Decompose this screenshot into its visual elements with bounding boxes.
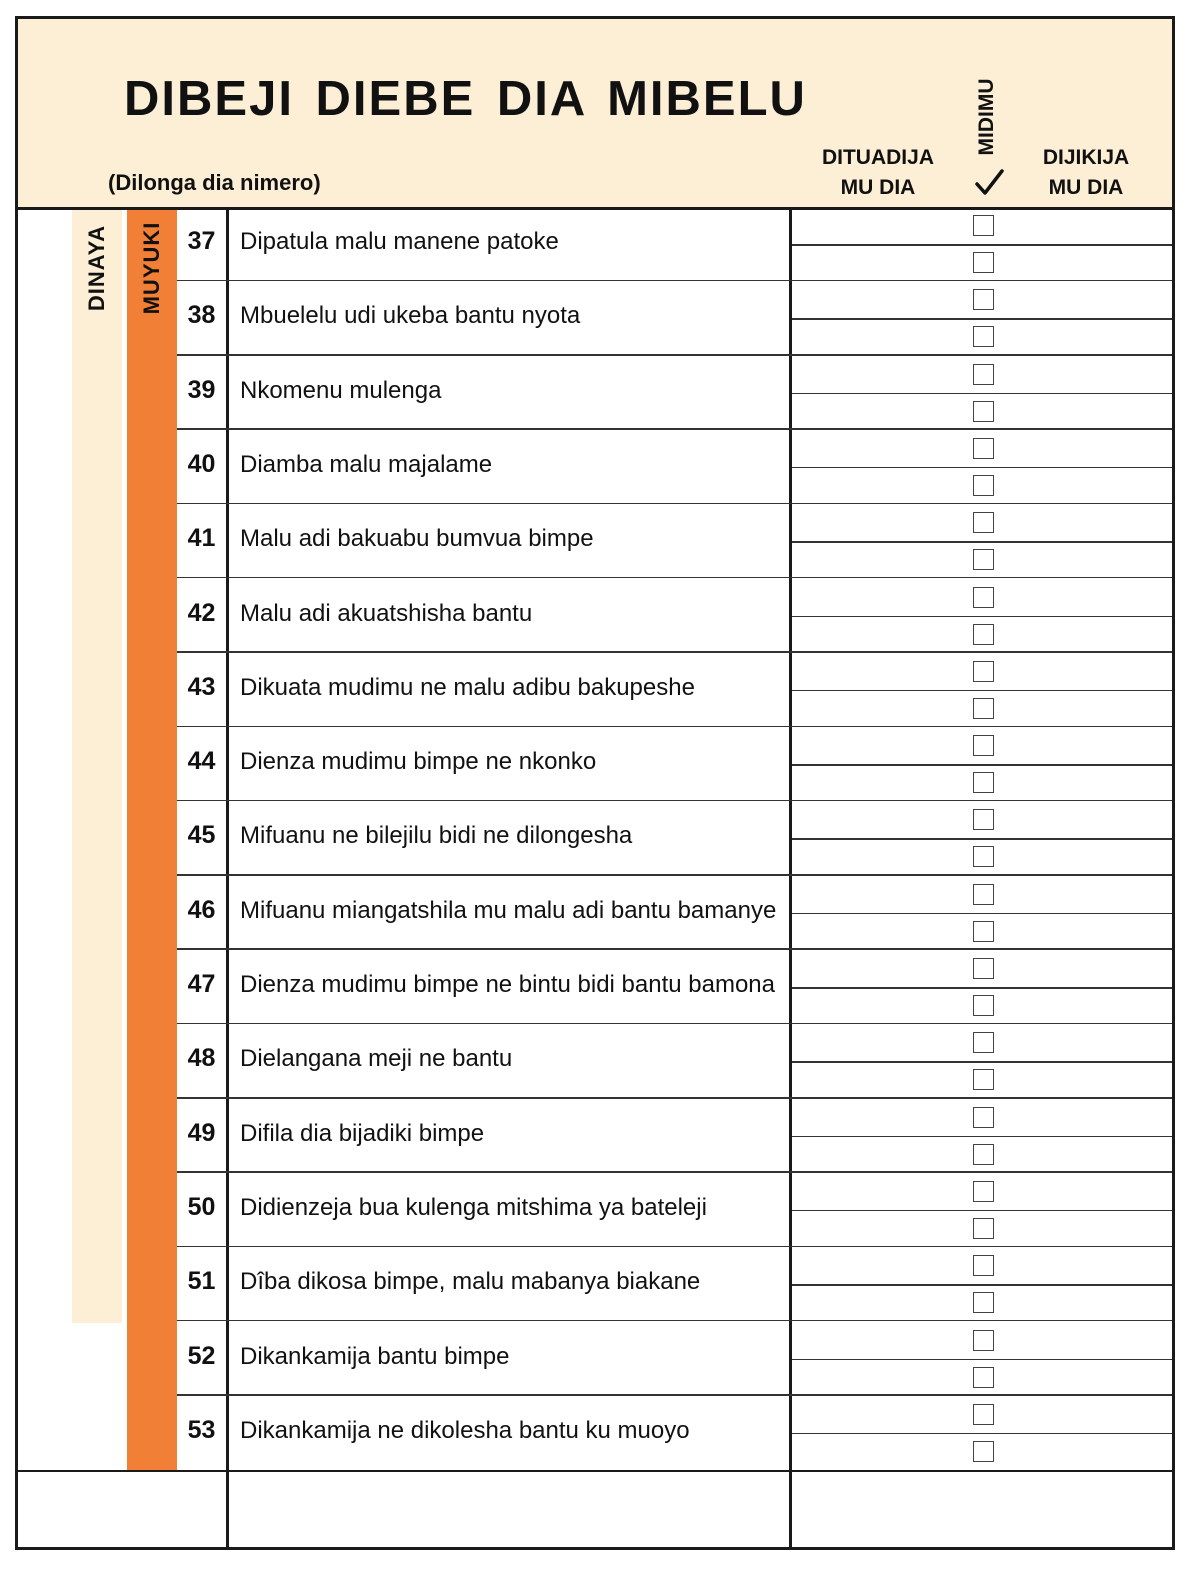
lesson-number: 44 [187,747,216,776]
checkbox-icon[interactable] [973,215,994,236]
dinaya-label: DINAYA [84,224,109,312]
lesson-title: Malu adi akuatshisha bantu [240,599,533,627]
row-half-divider [792,987,1172,989]
lesson-title: Mbuelelu udi ukeba bantu nyota [240,302,581,330]
lesson-number: 51 [187,1267,216,1296]
lesson-title: Dikankamija ne dikolesha bantu ku muoyo [240,1416,690,1444]
row-half-divider [792,690,1172,692]
lesson-number: 39 [187,375,216,404]
table-row [18,727,1172,801]
checkbox-icon[interactable] [973,549,994,570]
checkbox-icon[interactable] [973,364,994,385]
checkbox-icon[interactable] [973,995,994,1016]
lesson-title: Dîba dikosa bimpe, malu mabanya biakane [240,1268,701,1296]
table-row [18,950,1172,1024]
checkbox-icon[interactable] [973,1330,994,1351]
lesson-number: 45 [187,821,216,850]
column-header-given-line1: DITUADIJA [821,146,934,169]
lesson-number: 38 [187,301,216,330]
column-header-next-line2: MU DIA [1048,176,1124,199]
lesson-title: Nkomenu mulenga [240,376,442,404]
checkbox-icon[interactable] [973,772,994,793]
checkbox-icon[interactable] [973,921,994,942]
checkbox-icon[interactable] [973,809,994,830]
lesson-title: Dipatula malu manene patoke [240,228,559,255]
checkbox-icon[interactable] [973,401,994,422]
checkbox-icon[interactable] [973,1441,994,1462]
lesson-title: Dikuata mudimu ne malu adibu bakupeshe [240,673,695,701]
checkbox-icon[interactable] [973,1032,994,1053]
table-row [18,504,1172,578]
table-row [18,207,1172,281]
check-mark-icon [973,167,1005,197]
checkbox-icon[interactable] [973,1218,994,1239]
checkbox-icon[interactable] [973,1292,994,1313]
row-half-divider [792,764,1172,766]
row-half-divider [792,541,1172,543]
row-half-divider [792,1359,1172,1361]
column-header-next-line1: DIJIKIJA [1042,146,1130,169]
row-half-divider [792,467,1172,469]
lesson-title: Dienza mudimu bimpe ne bintu bidi bantu bamona [240,971,775,998]
muyuki-label: MUYUKI [139,221,164,315]
checkbox-icon[interactable] [973,252,994,273]
checkbox-icon[interactable] [973,884,994,905]
header [18,19,1172,210]
checkbox-icon[interactable] [973,1367,994,1388]
table-bottom-line [18,1470,1172,1472]
row-half-divider [792,1284,1172,1286]
checkbox-icon[interactable] [973,512,994,533]
page-subtitle: (Dilonga dia nimero) [108,170,321,195]
lesson-number: 52 [187,1341,216,1370]
checkbox-icon[interactable] [973,1144,994,1165]
table-row [18,1247,1172,1321]
row-half-divider [792,1210,1172,1212]
row-half-divider [792,1433,1172,1435]
column-header-given [803,143,953,203]
lesson-number: 41 [187,524,216,553]
checkbox-icon[interactable] [973,1255,994,1276]
table-row [18,430,1172,504]
table-row [18,876,1172,950]
lesson-title: Diamba malu majalame [240,450,493,478]
checkbox-icon[interactable] [973,846,994,867]
table-row [18,579,1172,653]
checkbox-icon[interactable] [973,289,994,310]
page-title: DIBEJI DIEBE DIA MIBELU [124,72,807,126]
lesson-title: Dielangana meji ne bantu [240,1045,513,1073]
checkbox-icon[interactable] [973,1181,994,1202]
checkbox-icon[interactable] [973,1404,994,1425]
lesson-title: Dienza mudimu bimpe ne nkonko [240,748,597,776]
lesson-title: Mifuanu ne bilejilu bidi ne dilongesha [240,822,633,850]
column-header-lesson-label: MIDIMU [975,78,998,155]
table-row [18,653,1172,727]
lesson-number: 50 [187,1192,216,1221]
lesson-title: Dikankamija bantu bimpe [240,1342,510,1370]
lesson-title: Mifuanu miangatshila mu malu adi bantu bamanye [240,896,777,924]
checkbox-icon[interactable] [973,1107,994,1128]
table-row [18,281,1172,355]
row-half-divider [792,913,1172,915]
lesson-number: 48 [187,1044,216,1073]
lesson-number: 42 [187,598,216,627]
lesson-number: 46 [187,895,216,924]
row-half-divider [792,393,1172,395]
row-half-divider [792,838,1172,840]
column-header-next [1026,143,1146,203]
table-row [18,1024,1172,1098]
checkbox-icon[interactable] [973,1069,994,1090]
table-row [18,356,1172,430]
checkbox-icon[interactable] [973,958,994,979]
lesson-number: 43 [187,672,216,701]
row-half-divider [792,1061,1172,1063]
table-row [18,1396,1172,1470]
lesson-number: 37 [187,227,216,255]
lesson-number: 47 [187,970,216,998]
row-half-divider [792,1136,1172,1138]
checkbox-icon[interactable] [973,326,994,347]
lesson-number: 40 [187,449,216,478]
chart-frame [15,16,1175,1550]
lesson-number: 49 [187,1118,216,1147]
row-half-divider [792,616,1172,618]
lesson-number: 53 [187,1415,216,1444]
table-row [18,1322,1172,1396]
checkbox-icon[interactable] [973,587,994,608]
lesson-title: Didienzeja bua kulenga mitshima ya bateleji [240,1193,707,1221]
checkbox-icon[interactable] [973,698,994,719]
checkbox-icon[interactable] [973,624,994,645]
row-half-divider [792,318,1172,320]
lesson-title: Malu adi bakuabu bumvua bimpe [240,525,594,553]
checkbox-icon[interactable] [973,438,994,459]
table-row [18,1173,1172,1247]
table-row [18,801,1172,875]
lesson-title: Difila dia bijadiki bimpe [240,1119,485,1147]
table-row [18,1099,1172,1173]
column-header-lesson [969,69,1005,164]
checkbox-icon[interactable] [973,661,994,682]
row-half-divider [792,244,1172,246]
column-header-given-line2: MU DIA [840,176,916,199]
checkbox-icon[interactable] [973,475,994,496]
checkbox-icon[interactable] [973,735,994,756]
